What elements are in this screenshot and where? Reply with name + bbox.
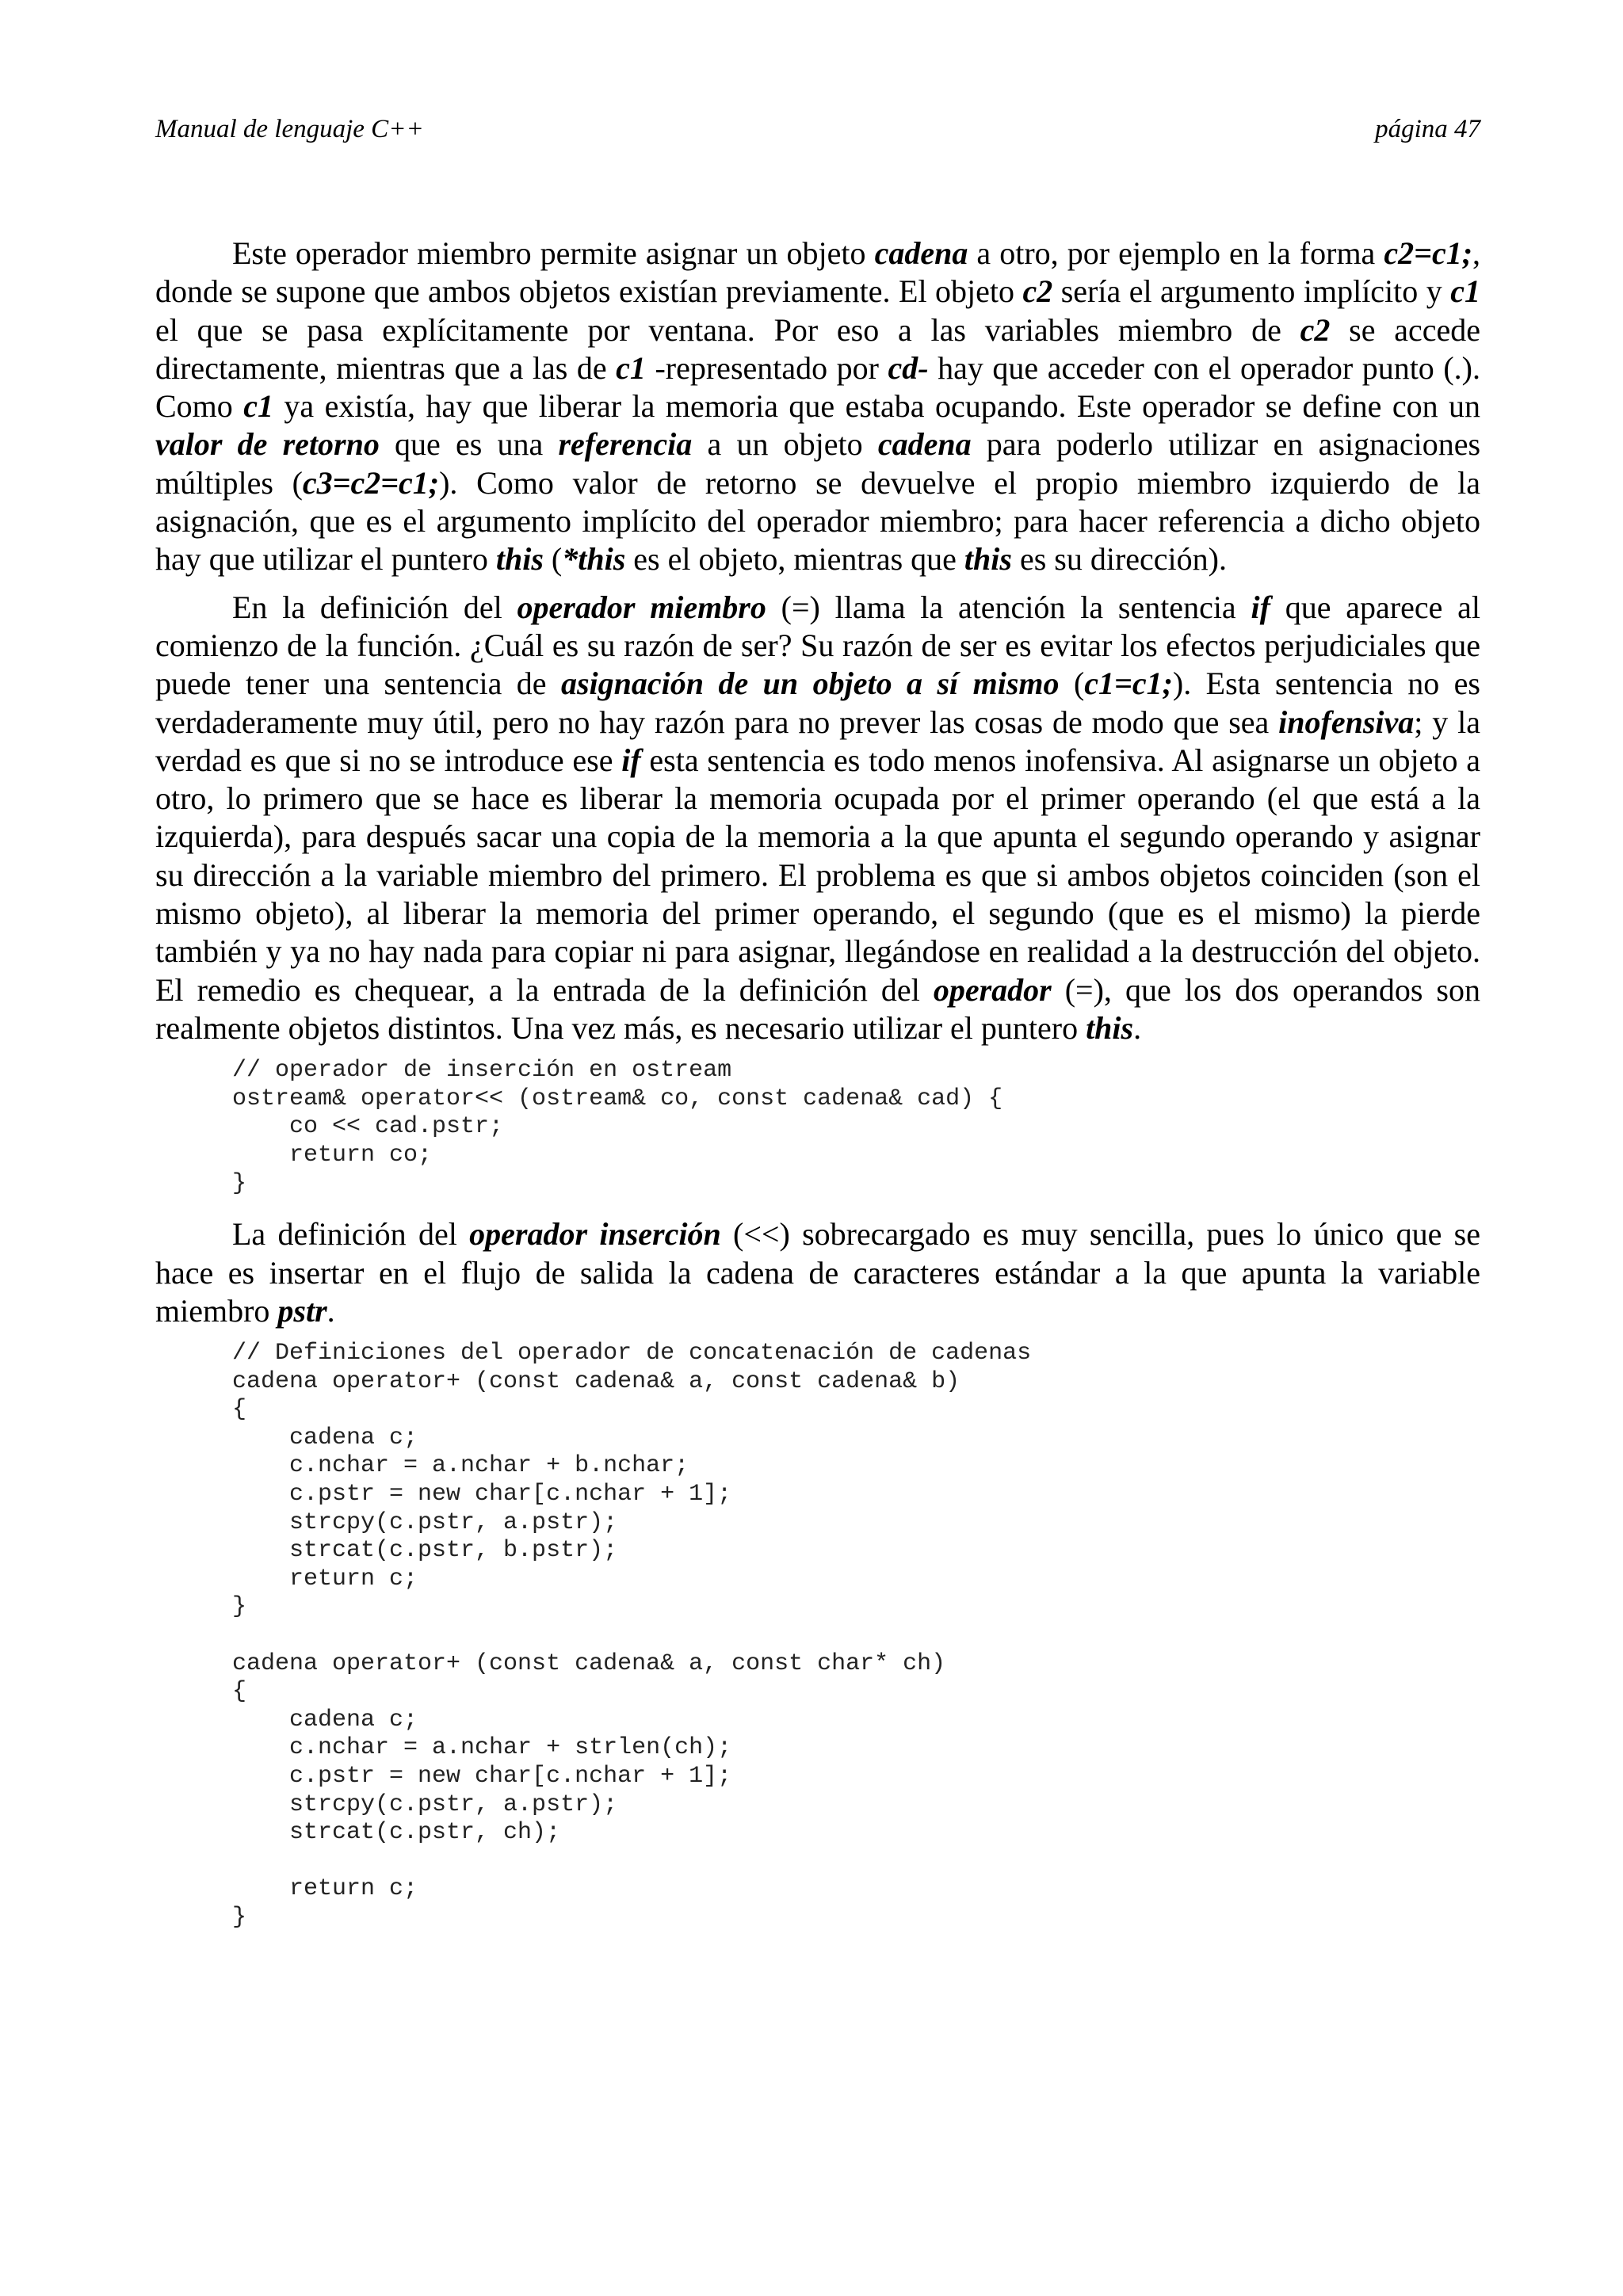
emphasis-term: if bbox=[1251, 589, 1270, 625]
text-run: es su dirección). bbox=[1011, 541, 1227, 578]
emphasis-term: this bbox=[495, 541, 544, 578]
emphasis-term: c2=c1; bbox=[1384, 235, 1473, 271]
text-run: La definición del bbox=[232, 1216, 470, 1253]
emphasis-term: operador miembro bbox=[517, 589, 766, 625]
text-run: , donde se supone que ambos objetos existían previamente. El objeto bbox=[155, 235, 1481, 310]
emphasis-term: *this bbox=[562, 541, 626, 578]
text-run: ). Esta sentencia no es verdaderamente muy útil, pero no hay razón para no prever las cosas de modo que sea bbox=[155, 666, 1480, 740]
text-run: a otro, por ejemplo en la forma bbox=[968, 235, 1384, 271]
emphasis-term: c2 bbox=[1022, 273, 1053, 310]
page-number: página 47 bbox=[1375, 115, 1480, 143]
emphasis-term: c1 bbox=[616, 349, 646, 386]
emphasis-term: c1 bbox=[243, 388, 273, 425]
text-run: es el objeto, mientras que bbox=[625, 541, 964, 578]
header-title: Manual de lenguaje C++ bbox=[155, 115, 424, 143]
text-run: ya existía, hay que liberar la memoria que estaba ocupando. Este operador se define con un bbox=[273, 388, 1480, 425]
emphasis-term: asignación de un objeto a sí mismo bbox=[560, 666, 1060, 702]
text-run: Este operador miembro permite asignar un objeto bbox=[232, 235, 875, 271]
emphasis-term: c2 bbox=[1300, 311, 1331, 348]
text-run: se accede directamente, mientras que a las de bbox=[155, 311, 1480, 386]
text-run: ; y la verdad es que si no se introduce ese bbox=[155, 704, 1480, 778]
paragraph bbox=[155, 589, 1480, 1048]
emphasis-term: c3=c2=c1; bbox=[302, 464, 440, 501]
text-run: hay que acceder con el operador punto (.). Como bbox=[155, 349, 1480, 425]
emphasis-term: referencia bbox=[558, 426, 693, 463]
emphasis-term: operador bbox=[933, 971, 1052, 1008]
text-run: . bbox=[1133, 1009, 1142, 1046]
text-run: . bbox=[327, 1292, 335, 1329]
text-run: ). Como valor de retorno se devuelve el propio miembro izquierdo de la asignación, que es el argumento implícito del operador miembro; para hacer referencia a dicho objeto hay que utilizar el puntero bbox=[155, 464, 1480, 578]
text-run: el que se pasa explícitamente por ventana. Por eso a las variables miembro de bbox=[155, 311, 1300, 348]
text-run: sería el argumento implícito y bbox=[1052, 273, 1451, 310]
emphasis-term: c1 bbox=[1450, 273, 1480, 310]
text-run: (<<) sobrecargado es muy sencilla, pues lo único que se hace es insertar en el flujo de salida la cadena de caracteres estándar a la que apunta la variable miembro bbox=[155, 1216, 1480, 1329]
paragraph bbox=[155, 235, 1480, 579]
emphasis-term: cd- bbox=[888, 349, 929, 386]
emphasis-term: if bbox=[621, 742, 641, 778]
text-run: -representado por bbox=[645, 349, 888, 386]
text-run: En la definición del bbox=[232, 589, 517, 625]
text-run: que aparece al comienzo de la función. ¿Cuál es su razón de ser? Su razón de ser es evitar los efectos perjudiciales que puede tener una sentencia de bbox=[155, 589, 1481, 702]
emphasis-term: cadena bbox=[874, 235, 968, 271]
text-run: para poderlo utilizar en asignaciones múltiples ( bbox=[155, 426, 1481, 501]
text-run: (=), que los dos operandos son realmente objetos distintos. Una vez más, es necesario utilizar el puntero bbox=[155, 971, 1480, 1046]
emphasis-term: inofensiva bbox=[1278, 704, 1415, 740]
code-block: // Definiciones del operador de concatenación de cadenas cadena operator+ (const cadena& a, const cadena& b) { cadena c; c.nchar = a.nchar + b.nchar; c.pstr = new char[c.nchar + 1]; strcpy(c.pstr, a.pstr); strcat(c.pstr, b.pstr); return c; } cadena operator+ (const cadena& a, const char* ch) { cadena c; c.nchar = a.nchar + strlen(ch); c.pstr = new char[c.nchar + 1]; strcpy(c.pstr, a.pstr); strcat(c.pstr, ch); return c; } bbox=[232, 1340, 1032, 1931]
page-body bbox=[155, 235, 1480, 1950]
emphasis-term: cadena bbox=[877, 426, 972, 463]
paragraph bbox=[155, 1215, 1480, 1330]
emphasis-term: operador inserción bbox=[469, 1216, 721, 1253]
code-block: // operador de inserción en ostream ostream& operator<< (ostream& co, const cadena& cad) { co << cad.pstr; return co; } bbox=[232, 1057, 1003, 1197]
emphasis-term: valor de retorno bbox=[155, 426, 380, 463]
text-run: a un objeto bbox=[692, 426, 878, 463]
text-run: esta sentencia es todo menos inofensiva. Al asignarse un objeto a otro, lo primero que se hace es liberar la memoria ocupada por el primer operando (el que está a la izquierda), para después sacar una copia de la memoria a la que apunta el segundo operando y asignar su dirección a la variable miembro del primero. El problema es que si ambos objetos coinciden (son el mismo objeto), al liberar la memoria del primer operando, el segundo (que es el mismo) la pierde también y ya no hay nada para copiar ni para asignar, llegándose en realidad a la destrucción del objeto. El remedio es chequear, a la entrada de la definición del bbox=[155, 742, 1480, 1008]
emphasis-term: pstr bbox=[277, 1292, 327, 1329]
text-run: ( bbox=[1059, 666, 1085, 702]
text-run: (=) llama la atención la sentencia bbox=[766, 589, 1251, 625]
text-run: ( bbox=[543, 541, 563, 578]
emphasis-term: this bbox=[964, 541, 1012, 578]
emphasis-term: this bbox=[1086, 1009, 1134, 1046]
text-run: que es una bbox=[379, 426, 559, 463]
emphasis-term: c1=c1; bbox=[1084, 666, 1173, 702]
